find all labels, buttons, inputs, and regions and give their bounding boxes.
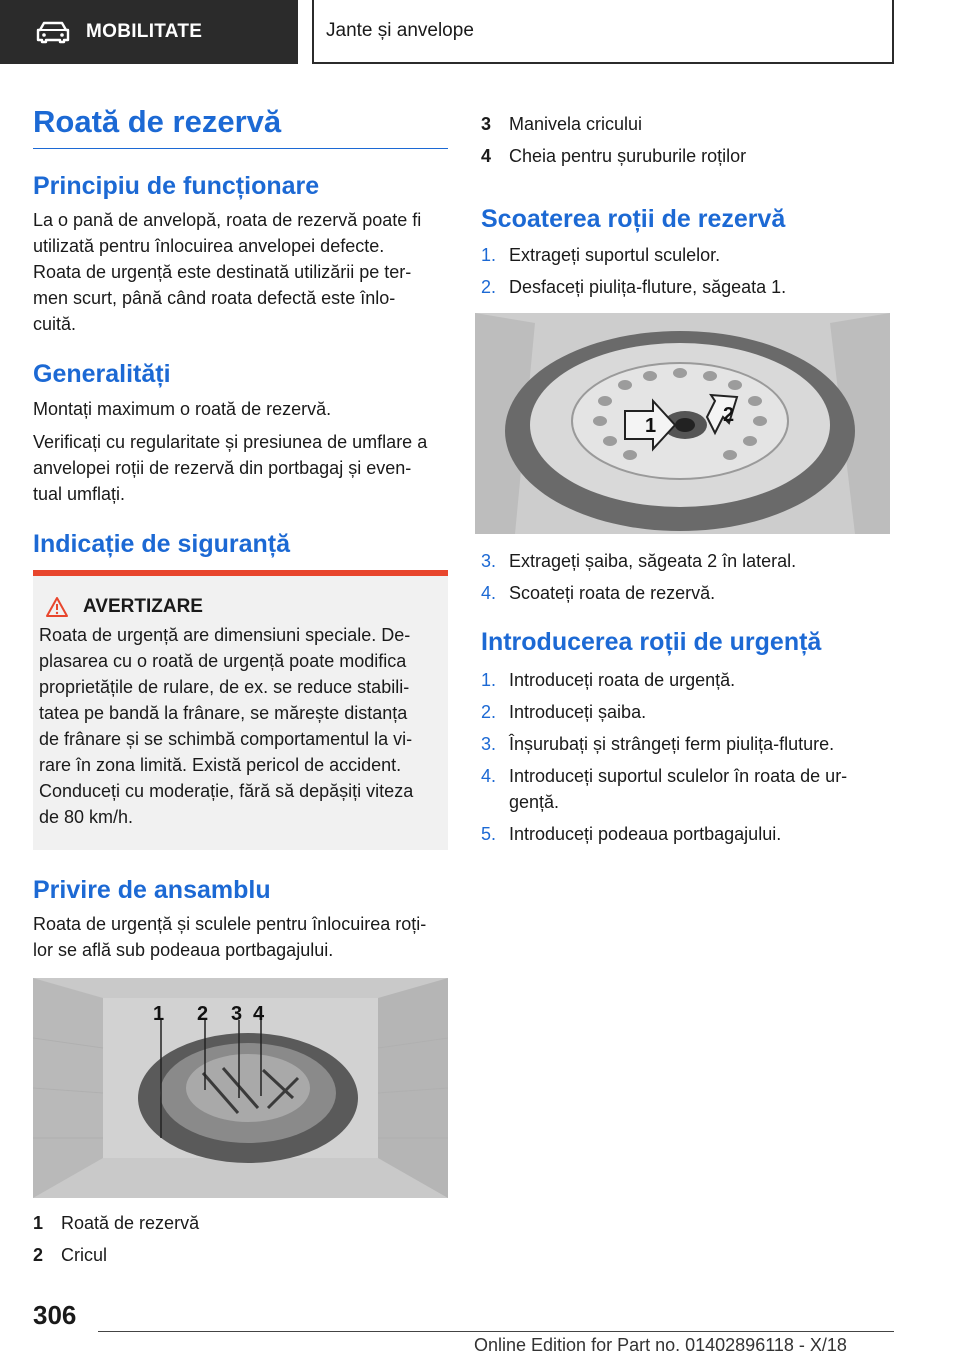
principle-text: La o pană de anvelopă, roata de rezervă poate fi utilizată pentru înlocuirea anvelopei defecte. Roata de urgență este destinată utilizării pe ter- men scurt, până când roata defectă este înlo- cuită. bbox=[33, 210, 422, 334]
legend-item-3: 3 Manivela cricului bbox=[481, 114, 643, 134]
car-icon bbox=[36, 20, 70, 44]
removal-heading: Scoaterea roții de rezervă bbox=[481, 205, 786, 233]
warning-box bbox=[33, 570, 448, 850]
spare-wheel-removal-illustration bbox=[475, 313, 890, 534]
removal-step-1: 1. Extrageți suportul sculelor. bbox=[481, 245, 721, 265]
warning-title: AVERTIZARE bbox=[39, 596, 442, 618]
principle-heading: Principiu de funcționare bbox=[33, 172, 320, 200]
chapter-header[interactable] bbox=[312, 0, 894, 64]
wheel-nut-figure bbox=[475, 313, 890, 534]
removal-step-4: 4. Scoateți roata de rezervă. bbox=[481, 583, 716, 603]
general-text-1: Montați maximum o roată de rezervă. bbox=[33, 399, 332, 419]
general-heading: Generalități bbox=[33, 360, 171, 388]
figure-arrow-label-2: 2 bbox=[723, 404, 735, 426]
footer-divider bbox=[98, 1331, 894, 1332]
overview-heading: Privire de ansamblu bbox=[33, 876, 271, 904]
removal-step-2: 2. Desfaceți piulița-fluture, săgeata 1. bbox=[481, 277, 787, 297]
insertion-step-4-continued: gență. bbox=[509, 792, 560, 812]
insertion-step-4: 4. Introduceți suportul sculelor în roata de ur- bbox=[481, 766, 848, 786]
insertion-step-2: 2. Introduceți șaiba. bbox=[481, 702, 647, 722]
figure-label-2: 2 bbox=[197, 1003, 209, 1025]
legend-item-1: 1 Roată de rezervă bbox=[33, 1213, 200, 1233]
legend-item-4: 4 Cheia pentru șuruburile roților bbox=[481, 146, 747, 166]
warning-triangle-icon bbox=[45, 596, 69, 618]
page-title: Roată de rezervă bbox=[33, 104, 448, 149]
chapter-label: Jante și anvelope bbox=[326, 20, 474, 41]
footer-edition: Online Edition for Part no. 01402896118 - X/18 bbox=[474, 1335, 847, 1355]
insertion-step-3: 3. Înșurubați și strângeți ferm piulița-fluture. bbox=[481, 734, 835, 754]
insertion-step-5: 5. Introduceți podeaua portbagajului. bbox=[481, 824, 782, 844]
page-number: 306 bbox=[33, 1300, 77, 1330]
legend-item-2: 2 Cricul bbox=[33, 1245, 108, 1265]
removal-step-3: 3. Extrageți șaiba, săgeata 2 în lateral. bbox=[481, 551, 797, 571]
figure-arrow-label-1: 1 bbox=[645, 415, 657, 437]
safety-heading: Indicație de siguranță bbox=[33, 530, 291, 558]
trunk-figure bbox=[33, 978, 448, 1198]
spare-wheel-trunk-illustration bbox=[33, 978, 448, 1198]
warning-text: Roata de urgență are dimensiuni speciale. De- plasarea cu o roată de urgență poate modifica proprietățile de rulare, de ex. se reduce stabili- tatea pe bandă la frânare, se mărește distanța de frânare și se schimbă comportamentul la vi- rare în zona limită. Există pericol de accident. Conduceți cu moderație, fără să depășiți viteza de 80 km/h. bbox=[39, 625, 414, 827]
section-tab[interactable] bbox=[0, 0, 298, 64]
section-label: MOBILITATE bbox=[86, 21, 203, 42]
figure-label-3: 3 bbox=[231, 1003, 243, 1025]
overview-text: Roata de urgență și sculele pentru înlocuirea roți- lor se află sub podeaua portbagajului. bbox=[33, 914, 427, 960]
general-text-2: Verificați cu regularitate și presiunea de umflare a anvelopei roții de rezervă din portbagaj și even- tual umflați. bbox=[33, 432, 428, 504]
figure-label-1: 1 bbox=[153, 1003, 165, 1025]
figure-label-4: 4 bbox=[253, 1003, 265, 1025]
insertion-heading: Introducerea roții de urgență bbox=[481, 628, 822, 656]
insertion-step-1: 1. Introduceți roata de urgență. bbox=[481, 670, 736, 690]
